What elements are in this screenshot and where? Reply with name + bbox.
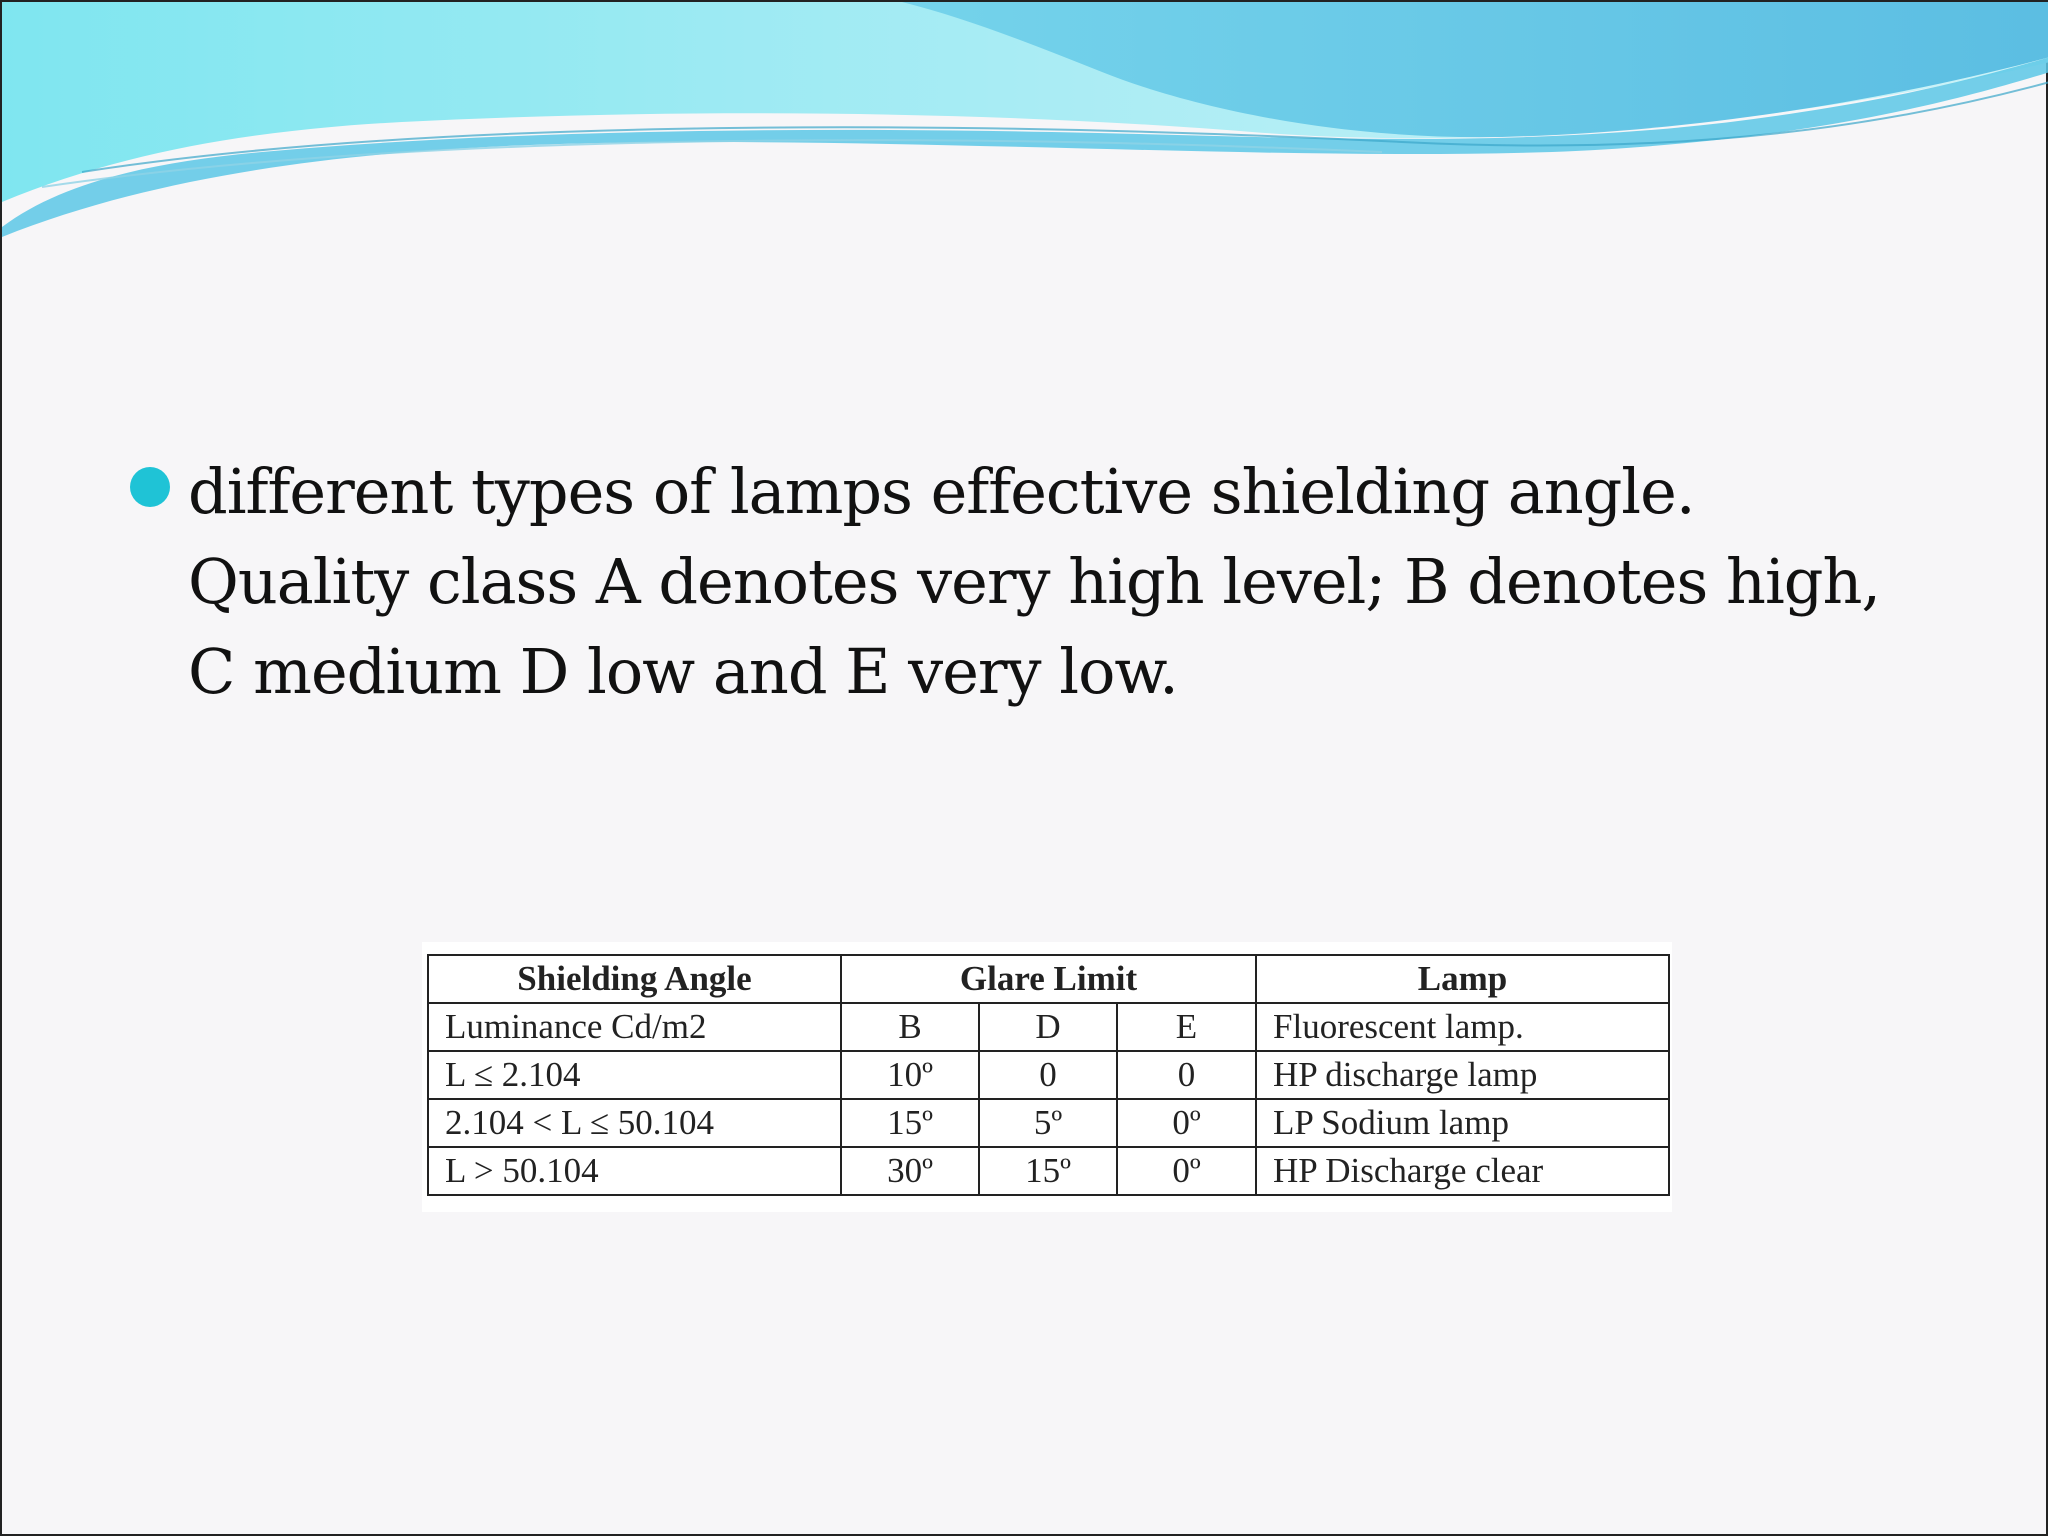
- bullet-dot-icon: [130, 467, 170, 507]
- header-lamp: Lamp: [1256, 955, 1669, 1003]
- cell-d: 15º: [979, 1147, 1117, 1195]
- subheader-d: D: [979, 1003, 1117, 1051]
- table-subheader-row: [428, 1003, 1669, 1051]
- header-shielding-angle: Shielding Angle: [428, 955, 841, 1003]
- cell-b: 30º: [841, 1147, 979, 1195]
- cell-lamp: HP Discharge clear: [1256, 1147, 1669, 1195]
- cell-lamp: HP discharge lamp: [1256, 1051, 1669, 1099]
- glare-limit-table: [427, 954, 1670, 1196]
- cell-d: 5º: [979, 1099, 1117, 1147]
- cell-luminance: 2.104 < L ≤ 50.104: [428, 1099, 841, 1147]
- cell-b: 10º: [841, 1051, 979, 1099]
- cell-b: 15º: [841, 1099, 979, 1147]
- header-glare-limit: Glare Limit: [841, 955, 1256, 1003]
- bullet-text: different types of lamps effective shielding angle. Quality class A denotes very high level; B denotes high, C medium D low and E very low.: [188, 455, 1881, 708]
- table-row: [428, 1099, 1669, 1147]
- subheader-b: B: [841, 1003, 979, 1051]
- cell-e: 0º: [1117, 1147, 1256, 1195]
- table-header-row: [428, 955, 1669, 1003]
- subheader-e: E: [1117, 1003, 1256, 1051]
- cell-luminance: L > 50.104: [428, 1147, 841, 1195]
- subheader-luminance: Luminance Cd/m2: [428, 1003, 841, 1051]
- subheader-lamp: Fluorescent lamp.: [1256, 1003, 1669, 1051]
- bullet-item: [130, 447, 1930, 717]
- header-wave-decoration: [2, 2, 2048, 242]
- table-row: [428, 1147, 1669, 1195]
- cell-luminance: L ≤ 2.104: [428, 1051, 841, 1099]
- cell-lamp: LP Sodium lamp: [1256, 1099, 1669, 1147]
- cell-e: 0: [1117, 1051, 1256, 1099]
- cell-e: 0º: [1117, 1099, 1256, 1147]
- glare-table-image: [422, 942, 1672, 1212]
- table-row: [428, 1051, 1669, 1099]
- cell-d: 0: [979, 1051, 1117, 1099]
